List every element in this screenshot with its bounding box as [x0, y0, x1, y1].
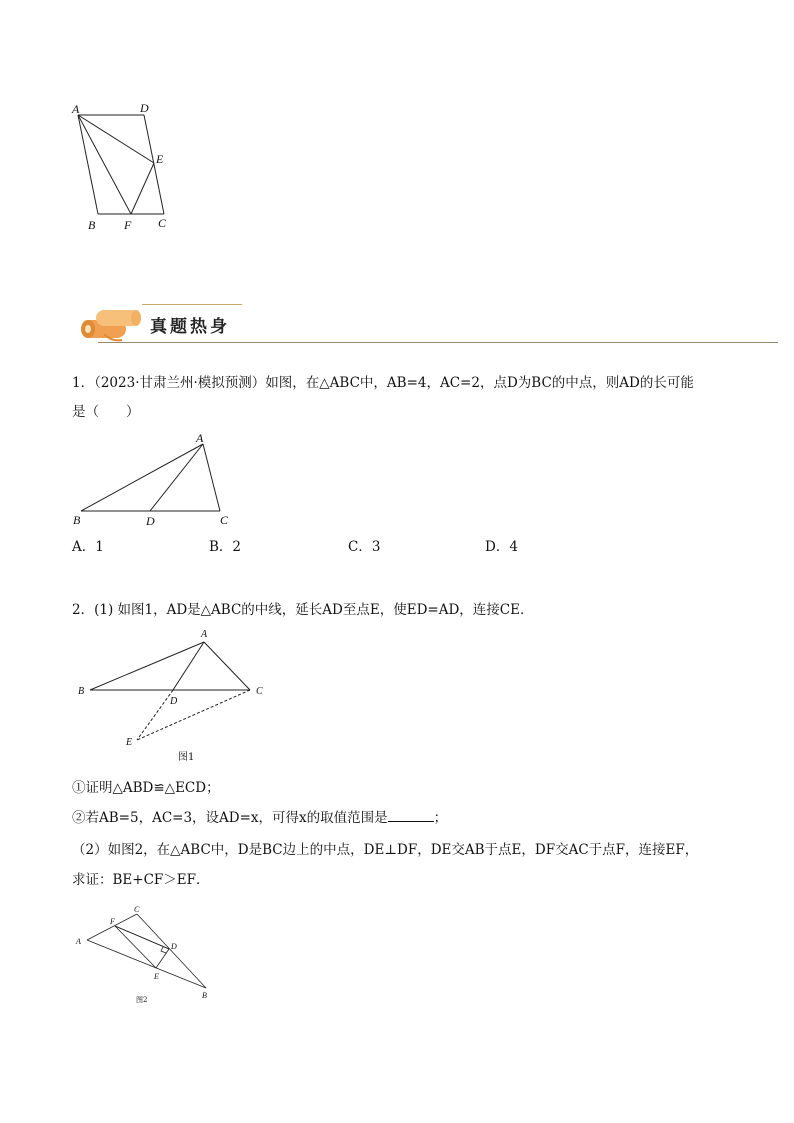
label-c: C: [158, 216, 167, 230]
q2-line1: 2．(1) 如图1，AD是△ABC的中线，延长AD至点E，使ED=AD，连接CE．: [72, 602, 534, 618]
label-c: C: [256, 686, 263, 697]
q1-line1: 1．（2023·甘肃兰州·模拟预测）如图，在△ABC中，AB=4，AC=2，点D为BC的中点，则AD的长可能: [72, 375, 694, 391]
label-b: B: [73, 513, 81, 527]
segment-ef: [131, 163, 154, 214]
answer-blank[interactable]: [388, 809, 434, 822]
q2-part2-suffix: ；: [433, 810, 448, 826]
label-e: E: [156, 152, 164, 166]
label-a: A: [201, 629, 208, 640]
label-e: E: [126, 737, 133, 748]
label-f: F: [110, 917, 115, 926]
segment-de-dashed: [137, 690, 173, 740]
segment-fd-parallel: [115, 926, 169, 949]
segment-cb: [137, 914, 206, 988]
label-d: D: [171, 942, 177, 951]
q1-line2: 是（ ）: [72, 404, 140, 420]
scroll-icon: [76, 300, 146, 346]
q2-figure1: [70, 624, 270, 766]
q2-part2: [72, 808, 447, 828]
label-e: E: [154, 972, 159, 981]
banner-title-line-top: [142, 304, 242, 305]
label-c: C: [134, 905, 140, 914]
figure2-caption: 图2: [136, 996, 148, 1004]
q2-part1: ①证明△ABD≌△ECD；: [72, 780, 220, 796]
parallelogram-figure: [60, 95, 190, 240]
q2-part-2-line2: 求证：BE+CF＞EF．: [72, 872, 210, 888]
segment-ab: [87, 940, 206, 988]
label-d: D: [140, 101, 149, 115]
banner-title: 真题热身: [150, 317, 230, 337]
segment-ac: [204, 642, 250, 690]
label-f: F: [124, 218, 132, 232]
q2-part2-prefix: ②若AB=5，AC=3，设AD=x，可得x的取值范围是: [72, 810, 388, 826]
label-a: A: [196, 431, 204, 445]
q2-part-2-line1: （2）如图2，在△ABC中，D是BC边上的中点，DE⊥DF，DE交AB于点E，DF交AC于点F，连接EF，: [72, 842, 699, 858]
q2-figure2: [70, 900, 220, 1008]
figure1-caption: 图1: [178, 752, 195, 763]
label-b: B: [78, 686, 85, 697]
segment-ef: [115, 926, 156, 968]
q1-triangle-figure: [64, 428, 244, 533]
label-a: A: [72, 102, 80, 116]
q1-option-c: C．3: [348, 539, 381, 555]
q1-option-b: B．2: [209, 539, 242, 555]
section-banner: [76, 300, 778, 348]
right-angle-mark: [161, 947, 166, 953]
segment-ce-dashed: [137, 690, 250, 740]
segment-ae: [78, 115, 154, 163]
label-d: D: [170, 696, 178, 707]
q1-option-d: D．4: [485, 539, 518, 555]
banner-underline: [98, 342, 778, 343]
label-d: D: [146, 514, 155, 528]
segment-ab: [90, 642, 204, 690]
segment-ad: [173, 642, 204, 690]
label-a: A: [76, 937, 81, 946]
segment-ac: [203, 444, 220, 511]
segment-af: [78, 115, 131, 214]
q1-option-a: A．1: [72, 539, 104, 555]
segment-ba: [78, 115, 98, 214]
label-c: C: [220, 513, 229, 527]
segment-ab: [81, 444, 203, 511]
segment-ad: [150, 444, 203, 511]
label-b: B: [202, 991, 207, 1000]
label-b: B: [88, 218, 96, 232]
